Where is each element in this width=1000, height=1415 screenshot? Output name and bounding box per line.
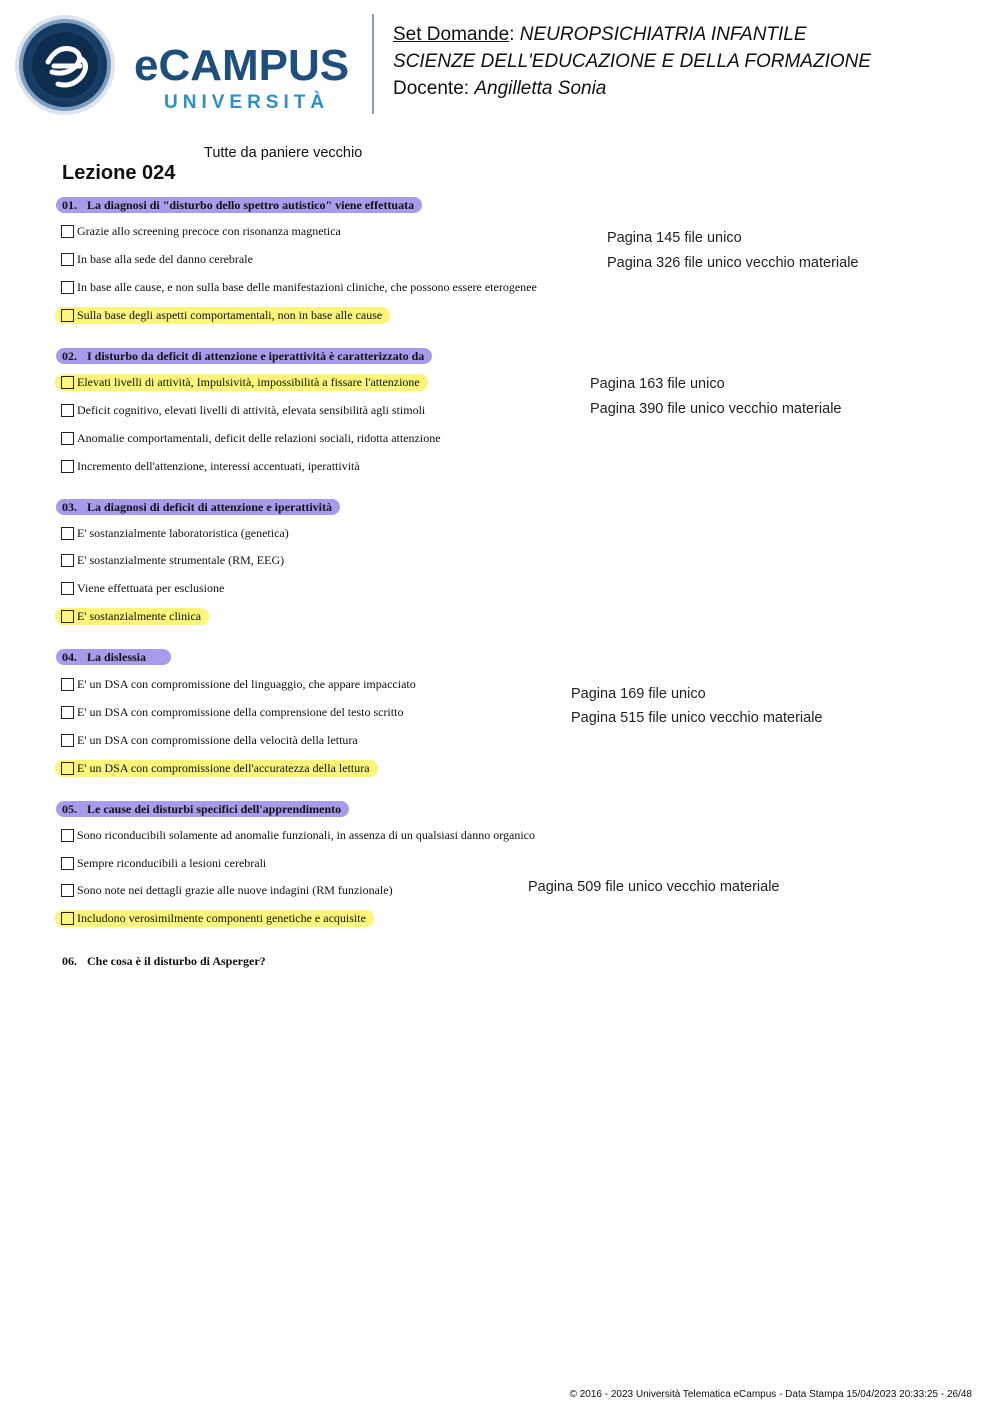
question-03 — [56, 499, 340, 515]
checkbox[interactable] — [61, 554, 74, 567]
checkbox[interactable] — [61, 460, 74, 473]
checkbox[interactable] — [61, 678, 74, 691]
question-number: 03. — [62, 500, 77, 514]
option-text: Sempre riconducibili a lesioni cerebrali — [77, 855, 267, 870]
teacher-label: Docente: — [393, 78, 475, 99]
checkbox[interactable] — [61, 734, 74, 747]
option-text: Grazie allo screening precoce con risonanza magnetica — [77, 223, 341, 238]
option[interactable] — [61, 525, 289, 542]
question-text: La dislessia — [87, 650, 147, 664]
set-label: Set Domande — [393, 24, 510, 45]
option-text: Incremento dell'attenzione, interessi accentuati, iperattività — [77, 458, 360, 473]
question-text: I disturbo da deficit di attenzione e iperattività è caratterizzato da — [87, 349, 425, 363]
option-text: Deficit cognitivo, elevati livelli di attività, elevata sensibilità agli stimoli — [77, 402, 426, 417]
option-text: Sulla base degli aspetti comportamentali, non in base alle cause — [77, 307, 383, 322]
option[interactable] — [61, 458, 360, 475]
option-highlighted[interactable] — [55, 910, 374, 927]
page-footer: © 2016 - 2023 Università Telematica eCampus - Data Stampa 15/04/2023 20:33:25 - 26/48 — [569, 1389, 972, 1400]
checkbox[interactable] — [61, 829, 74, 842]
option-highlighted[interactable] — [55, 307, 390, 324]
question-06 — [56, 953, 274, 969]
checkbox[interactable] — [61, 404, 74, 417]
option-text: Sono riconducibili solamente ad anomalie funzionali, in assenza di un qualsiasi danno organico — [77, 827, 535, 842]
option-text: E' un DSA con compromissione della comprensione del testo scritto — [77, 704, 404, 719]
checkbox[interactable] — [61, 376, 74, 389]
option[interactable] — [61, 580, 224, 597]
option-text: In base alla sede del danno cerebrale — [77, 251, 253, 266]
question-text: Le cause dei disturbi specifici dell'apprendimento — [87, 802, 342, 816]
checkbox[interactable] — [61, 225, 74, 238]
page-note: Pagina 515 file unico vecchio materiale — [571, 710, 823, 726]
option-text: Elevati livelli di attività, Impulsività, impossibilità a fissare l'attenzione — [77, 374, 420, 389]
option-text: E' sostanzialmente strumentale (RM, EEG) — [77, 552, 285, 567]
option-text: In base alle cause, e non sulla base delle manifestazioni cliniche, che possono essere eterogenee — [77, 279, 537, 294]
option-highlighted[interactable] — [55, 608, 209, 625]
question-number: 04. — [62, 650, 77, 664]
page-note: Pagina 145 file unico — [607, 230, 742, 246]
header-line-teacher — [393, 78, 606, 100]
option[interactable] — [61, 223, 341, 240]
question-04 — [56, 649, 171, 665]
question-05 — [56, 801, 349, 817]
question-number: 05. — [62, 802, 77, 816]
question-02 — [56, 348, 432, 364]
page-note: Pagina 163 file unico — [590, 376, 725, 392]
option[interactable] — [61, 251, 253, 268]
option-highlighted[interactable] — [55, 760, 378, 777]
checkbox[interactable] — [61, 309, 74, 322]
header-line-set — [393, 24, 807, 46]
option-text: E' un DSA con compromissione della velocità della lettura — [77, 732, 358, 747]
checkbox[interactable] — [61, 884, 74, 897]
option[interactable] — [61, 430, 441, 447]
option-text: Viene effettuata per esclusione — [77, 580, 225, 595]
set-separator: : — [509, 24, 520, 45]
teacher-name: Angilletta Sonia — [474, 78, 607, 99]
checkbox[interactable] — [61, 432, 74, 445]
option[interactable] — [61, 279, 537, 296]
option-text: Anomalie comportamentali, deficit delle relazioni sociali, ridotta attenzione — [77, 430, 441, 445]
header-line-degree — [393, 51, 871, 73]
checkbox[interactable] — [61, 706, 74, 719]
checkbox[interactable] — [61, 610, 74, 623]
question-number: 06. — [62, 954, 77, 968]
lesson-title: Lezione 024 — [62, 162, 176, 184]
ecampus-logo — [14, 14, 359, 116]
option-text: E' sostanzialmente clinica — [77, 608, 202, 623]
option[interactable] — [61, 704, 403, 721]
option-text: E' un DSA con compromissione del linguaggio, che appare impacciato — [77, 676, 416, 691]
page-note: Pagina 169 file unico — [571, 686, 706, 702]
question-text: La diagnosi di deficit di attenzione e iperattività — [87, 500, 332, 514]
checkbox[interactable] — [61, 253, 74, 266]
page-note: Pagina 509 file unico vecchio materiale — [528, 879, 780, 895]
option[interactable] — [61, 552, 284, 569]
course-name: NEUROPSICHIATRIA INFANTILE — [519, 24, 807, 45]
checkbox[interactable] — [61, 912, 74, 925]
option-highlighted[interactable] — [55, 374, 428, 391]
question-number: 01. — [62, 198, 77, 212]
option-text: E' sostanzialmente laboratoristica (genetica) — [77, 525, 289, 540]
option[interactable] — [61, 732, 358, 749]
checkbox[interactable] — [61, 857, 74, 870]
question-text: Che cosa è il disturbo di Asperger? — [87, 954, 266, 968]
option[interactable] — [61, 676, 416, 693]
option[interactable] — [61, 827, 535, 844]
option[interactable] — [61, 402, 425, 419]
logo-subtitle: UNIVERSITÀ — [164, 92, 330, 113]
degree-name: SCIENZE DELL'EDUCAZIONE E DELLA FORMAZIONE — [393, 51, 872, 72]
question-01 — [56, 197, 422, 213]
option[interactable] — [61, 882, 393, 899]
header-divider — [372, 14, 374, 114]
checkbox[interactable] — [61, 582, 74, 595]
question-text: La diagnosi di "disturbo dello spettro autistico" viene effettuata — [87, 198, 415, 212]
logo-wordmark: eCAMPUS — [134, 41, 350, 90]
checkbox[interactable] — [61, 281, 74, 294]
page-note: Pagina 326 file unico vecchio materiale — [607, 255, 859, 271]
option[interactable] — [61, 855, 266, 872]
checkbox[interactable] — [61, 527, 74, 540]
option-text: Includono verosimilmente componenti genetiche e acquisite — [77, 910, 366, 925]
top-note: Tutte da paniere vecchio — [204, 145, 363, 161]
option-text: Sono note nei dettagli grazie alle nuove indagini (RM funzionale) — [77, 882, 393, 897]
checkbox[interactable] — [61, 762, 74, 775]
question-number: 02. — [62, 349, 77, 363]
option-text: E' un DSA con compromissione dell'accuratezza della lettura — [77, 760, 370, 775]
page-note: Pagina 390 file unico vecchio materiale — [590, 401, 842, 417]
